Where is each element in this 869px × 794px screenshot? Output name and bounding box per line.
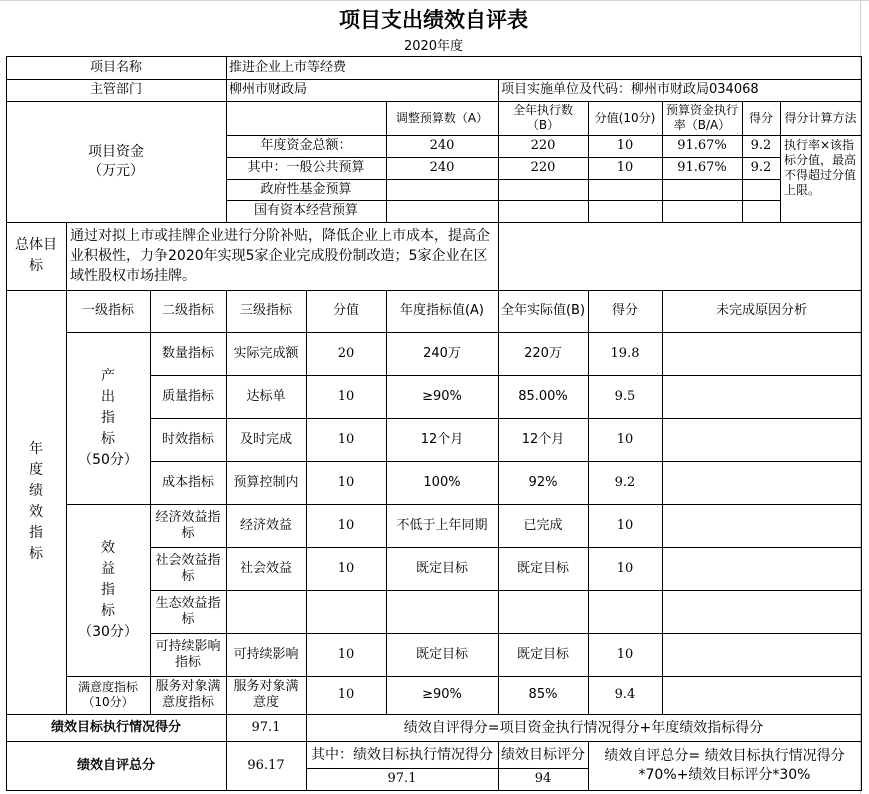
table-rule-v	[498, 101, 499, 223]
indicator-score-cell: 10	[616, 517, 634, 533]
fund-row-public-score: 9.2	[750, 160, 772, 175]
table-rule-v	[662, 290, 663, 715]
grid-top	[0, 0, 869, 1]
indicator-target-cell: 12个月	[420, 431, 464, 447]
header-score: 得分	[748, 110, 773, 125]
fund-row-total-adjusted: 240	[429, 138, 455, 153]
indicator-l3-cell: 达标单	[246, 388, 286, 404]
table-rule-h	[150, 590, 862, 591]
table-rule-v	[780, 101, 781, 223]
table-rule-h	[66, 504, 862, 505]
fund-row-public-adjusted: 240	[429, 160, 455, 175]
indicator-actual-cell: 既定目标	[516, 646, 569, 662]
table-rule-v	[66, 290, 67, 715]
indicator-score-cell: 9.2	[614, 474, 636, 490]
table-rule-v	[150, 290, 151, 715]
table-rule-h	[6, 714, 862, 715]
department-value: 柳州市财政局	[229, 82, 308, 97]
indicator-target-cell: 既定目标	[415, 560, 468, 576]
exec-score-label: 绩效目标执行情况得分	[50, 719, 181, 735]
indicator-actual-cell: 已完成	[523, 517, 563, 533]
indicator-actual-cell: 既定目标	[516, 560, 569, 576]
sub-eval-label: 绩效目标评分	[501, 746, 585, 763]
group-benefit	[66, 504, 150, 676]
indicator-score-cell: 19.8	[610, 345, 640, 361]
total-score-label: 绩效自评总分	[76, 757, 155, 773]
indicator-score-cell: 9.5	[614, 388, 636, 404]
table-rule-h	[226, 179, 781, 180]
method-note: 执行率×该指标分值，最高不得超过分值上限。	[784, 138, 857, 197]
sub-exec-label: 其中：绩效目标执行情况得分	[311, 746, 493, 763]
indicator-value-cell: 10	[337, 646, 355, 662]
indicator-l2-cell: 质量指标	[161, 388, 214, 404]
table-rule-h	[66, 332, 862, 333]
indicator-target-cell: ≥90%	[422, 388, 462, 404]
fund-row-total-executed: 220	[530, 138, 556, 153]
table-rule-v	[588, 101, 589, 223]
indicators-section-text: 年度绩效指标	[29, 441, 43, 562]
indicator-actual-cell: 12个月	[521, 431, 565, 447]
indicator-l3-cell: 实际完成额	[233, 345, 299, 361]
sub-exec-value: 97.1	[387, 771, 417, 786]
indicator-actual-cell: 92%	[528, 474, 558, 490]
indicator-l3-cell	[226, 590, 306, 633]
indicator-score-cell: 9.4	[614, 687, 636, 702]
overall-goal-text: 通过对拟上市或挂牌企业进行分阶补贴，降低企业上市成本，提高企业积极性，力争2020年实现5家企业完成股份制改造；5家企业在区域性股权市场挂牌。	[70, 228, 490, 284]
indicator-l3-cell: 及时完成	[239, 431, 292, 447]
overall-goal-label: 总体目标	[15, 237, 57, 274]
indicator-actual-cell	[498, 590, 588, 633]
ind-header-level1: 一级指标	[81, 303, 134, 318]
indicator-reason-cell	[662, 504, 861, 547]
funds-label-line1: 项目资金	[88, 143, 144, 160]
table-rule-h	[150, 633, 862, 634]
table-rule-v	[306, 714, 307, 791]
table-rule-v	[498, 222, 499, 291]
indicator-value-cell: 10	[337, 517, 355, 533]
ind-header-target: 年度指标值(A)	[399, 303, 485, 318]
table-rule-h	[6, 290, 862, 291]
implementing-unit: 项目实施单位及代码：柳州市财政局034068	[501, 82, 759, 97]
table-rule-h	[6, 56, 862, 57]
group-output-label: 产出指标	[101, 368, 115, 447]
group-satisfaction	[66, 676, 150, 714]
table-rule-v	[588, 290, 589, 715]
indicator-reason-cell	[662, 676, 861, 714]
project-name-label: 项目名称	[89, 60, 142, 75]
sub-eval-value: 94	[534, 771, 552, 786]
group-output	[66, 332, 150, 504]
indicator-value-cell: 10	[337, 687, 355, 702]
table-rule-v	[226, 56, 227, 102]
year-label: 2020年度	[403, 38, 464, 54]
indicator-l2-cell: 服务对象满意度指标	[155, 679, 221, 710]
table-rule-h	[6, 222, 862, 223]
funds-label-line2: （万元）	[88, 162, 144, 179]
indicator-value-cell	[306, 590, 386, 633]
group-benefit-label: 效益指标	[101, 540, 115, 619]
group-satisfaction-points: （10分）	[82, 695, 134, 709]
department-label: 主管部门	[89, 82, 142, 97]
total-score-formula: 绩效自评总分= 绩效目标执行情况得分*70%+绩效目标评分*30%	[604, 747, 845, 783]
exec-score-formula: 绩效自评得分=项目资金执行情况得分+年度绩效指标得分	[403, 719, 764, 736]
indicators-section-label	[6, 290, 66, 714]
header-adjusted-budget: 调整预算数（A）	[395, 110, 489, 125]
indicator-l2-cell: 可持续影响指标	[155, 638, 221, 670]
ind-header-value: 分值	[332, 303, 359, 318]
table-rule-v	[861, 56, 862, 791]
table-rule-v	[588, 741, 589, 791]
indicator-score-cell: 10	[616, 431, 634, 447]
indicator-value-cell: 10	[337, 560, 355, 576]
indicator-actual-cell: 85.00%	[518, 388, 568, 404]
ind-header-score: 得分	[611, 303, 638, 318]
indicator-score-cell: 10	[616, 646, 634, 662]
indicator-l2-cell: 成本指标	[161, 474, 214, 490]
indicator-l2-cell: 生态效益指标	[155, 595, 221, 627]
indicator-target-cell: ≥90%	[422, 687, 462, 702]
fund-row-total-label: 年度资金总额：	[260, 138, 352, 153]
table-rule-v	[498, 741, 499, 791]
indicator-l2-cell: 时效指标	[161, 431, 214, 447]
indicator-actual-cell: 85%	[528, 687, 558, 702]
table-rule-v	[386, 290, 387, 715]
indicator-value-cell: 20	[337, 345, 355, 361]
sheet-title: 项目支出绩效自评表	[339, 8, 528, 32]
group-output-points: （50分）	[78, 452, 138, 468]
table-rule-v	[6, 56, 7, 791]
fund-row-total-score: 9.2	[750, 138, 772, 153]
header-method: 得分计算方法	[784, 110, 857, 125]
table-rule-h	[150, 375, 862, 376]
table-rule-h	[150, 461, 862, 462]
ind-header-level3: 三级指标	[239, 303, 292, 318]
indicator-reason-cell	[662, 461, 861, 504]
table-rule-h	[6, 741, 862, 742]
table-rule-h	[66, 676, 862, 677]
indicator-reason-cell	[662, 375, 861, 418]
table-rule-h	[150, 547, 862, 548]
table-rule-v	[742, 101, 743, 223]
header-executed: 全年执行数（B）	[512, 103, 573, 132]
fund-row-total-rate: 91.67%	[677, 138, 727, 153]
indicator-value-cell: 10	[337, 474, 355, 490]
fund-row-state-capital-label: 国有资本经营预算	[253, 203, 358, 218]
indicator-value-cell: 10	[337, 388, 355, 404]
table-rule-v	[306, 290, 307, 715]
table-rule-v	[226, 714, 227, 791]
fund-row-public-label: 其中：一般公共预算	[247, 160, 365, 175]
indicator-target-cell: 既定目标	[415, 646, 468, 662]
indicator-reason-cell	[662, 332, 861, 375]
table-rule-h	[226, 200, 781, 201]
table-rule-v	[226, 290, 227, 715]
header-score-value: 分值(10分)	[594, 110, 656, 125]
header-execution-rate: 预算资金执行率（B/A）	[665, 103, 738, 132]
table-rule-h	[226, 157, 781, 158]
exec-score-value: 97.1	[251, 719, 281, 735]
table-rule-h	[6, 79, 862, 80]
indicator-score-cell	[588, 590, 662, 633]
ind-header-level2: 二级指标	[161, 303, 214, 318]
indicator-l2-cell: 社会效益指标	[155, 552, 221, 584]
project-name-value: 推进企业上市等经费	[229, 60, 347, 75]
funds-section-label	[6, 101, 226, 222]
ind-header-reason: 未完成原因分析	[715, 303, 807, 318]
table-rule-v	[498, 290, 499, 715]
indicator-value-cell: 10	[337, 431, 355, 447]
indicator-l3-cell: 可持续影响	[233, 646, 299, 662]
group-benefit-points: （30分）	[78, 624, 138, 640]
fund-row-public-rate: 91.67%	[677, 160, 727, 175]
indicator-target-cell: 100%	[423, 474, 461, 490]
table-rule-h	[6, 790, 862, 791]
indicator-reason-cell	[662, 547, 861, 590]
table-rule-v	[498, 79, 499, 102]
table-rule-h	[226, 135, 862, 136]
indicator-l3-cell: 服务对象满意度	[233, 679, 299, 710]
table-rule-h	[306, 768, 589, 769]
fund-row-public-score-value: 10	[616, 160, 634, 175]
total-score-value: 96.17	[247, 757, 285, 773]
indicator-reason-cell	[662, 418, 861, 461]
indicator-reason-cell	[662, 590, 861, 633]
indicator-l2-cell: 数量指标	[161, 345, 214, 361]
table-rule-v	[662, 101, 663, 223]
table-rule-v	[226, 101, 227, 223]
indicator-l3-cell: 经济效益	[239, 517, 292, 533]
indicator-reason-cell	[662, 633, 861, 676]
indicator-l3-cell: 预算控制内	[233, 474, 299, 490]
indicator-score-cell: 10	[616, 560, 634, 576]
table-rule-v	[66, 222, 67, 291]
fund-row-gov-fund-label: 政府性基金预算	[260, 181, 352, 197]
table-rule-v	[386, 101, 387, 223]
indicator-l2-cell: 经济效益指标	[155, 509, 221, 541]
table-rule-h	[150, 418, 862, 419]
ind-header-actual: 全年实际值(B)	[500, 303, 586, 318]
group-satisfaction-label: 满意度指标	[77, 680, 138, 694]
fund-row-total-score-value: 10	[616, 138, 634, 153]
indicator-target-cell: 240万	[423, 345, 461, 361]
indicator-target-cell: 不低于上年同期	[396, 517, 488, 533]
indicator-actual-cell: 220万	[524, 345, 562, 361]
fund-row-public-executed: 220	[530, 160, 556, 175]
table-rule-h	[6, 101, 862, 102]
indicator-target-cell	[386, 590, 498, 633]
indicator-l3-cell: 社会效益	[239, 560, 292, 576]
